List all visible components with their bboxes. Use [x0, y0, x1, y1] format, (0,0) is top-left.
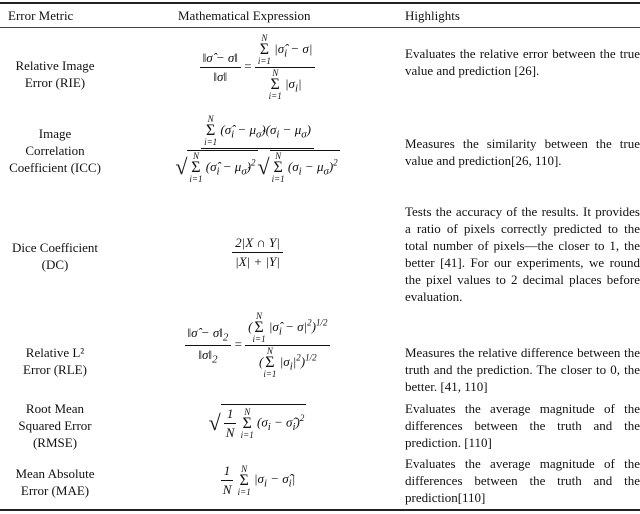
math-expression: $\frac{‖\sigmâ - \sigma‖_2}{‖\sigma‖_2}$ = ( N Σ i=1 $|\sigmâ_i - \sigma|^2)^{1/2}$ ( N Σ i=1 $|\sigma_i|^2)^{1/2}$ — [150, 312, 365, 379]
table-row-icc — [0, 115, 640, 205]
metric-name — [0, 239, 110, 273]
metric-line: (DC) — [41, 257, 69, 272]
metric-line: Relative Image — [15, 58, 95, 73]
highlight-text: Tests the accuracy of the results. It provides a ratio of pixels correctly predicted to the total number of pixels—the closer to 1, the better [41]. For our experiments, we round the pixel values to 2 decimal places before evaluation. — [405, 204, 640, 304]
math-expression: N Σ i=1 $(\sigmâ_i - \mu_{\sigmâ})(\sigma_i - \mu_\sigma)$ √ N Σ i=1 $(\sigmâ_i - \mu_{\sigmâ})^2$ √ N Σ i=1 $(\sigma_i - \mu_\sigma)^2$ — [175, 114, 338, 184]
math-expression: $\frac{‖\sigmâ - \sigma‖}{‖\sigma‖}$ = N Σ i=1 $|\sigmâ_i - \sigma|$ N Σ i=1 $|\sigma_i|$ — [150, 34, 365, 101]
highlight-text: Evaluates the average magnitude of the differences between the truth and the prediction[110] — [405, 456, 640, 505]
table-row-rmse — [0, 398, 640, 452]
top-rule — [0, 2, 640, 4]
metric-line: Error (RIE) — [24, 75, 86, 90]
metric-name — [0, 125, 110, 176]
highlight-text: Measures the relative difference between the truth and the prediction. The closer to 0, the better. [41, 110] — [405, 345, 640, 394]
metric-line: Coefficient (ICC) — [9, 160, 101, 175]
metric-line: Squared Error — [18, 418, 92, 433]
metric-line: Mean Absolute — [15, 466, 95, 481]
header-mathematical-expression: Mathematical Expression — [178, 8, 311, 23]
metric-line: Error (MAE) — [20, 483, 90, 498]
highlight-text: Measures the similarity between the true value and prediction[26, 110]. — [405, 136, 640, 168]
metric-name — [0, 57, 110, 91]
metric-name — [0, 400, 110, 451]
table-row-mae — [0, 455, 640, 509]
math-expression: √ $\frac{1}{N}$ N Σ i=1 ($\sigma_i$ − $\sigmâ_i)^2$ — [208, 406, 305, 440]
metric-line: Root Mean — [25, 401, 85, 416]
metric-line: (RMSE) — [32, 435, 78, 450]
table-row-dc — [0, 203, 640, 303]
header-highlights: Highlights — [405, 8, 460, 23]
highlight-text: Evaluates the relative error between the true value and prediction [26]. — [405, 46, 640, 78]
metric-line: Error (RLE) — [23, 362, 87, 377]
bottom-rule — [0, 509, 640, 511]
table-row-rle — [0, 308, 640, 396]
metric-line: Dice Coefficient — [11, 240, 99, 255]
math-expression: $\frac{1}{N}$ N Σ i=1 $|\sigma_i$ − $\sigmâ_i|$ — [222, 463, 296, 497]
metric-line: Image — [38, 126, 72, 141]
metric-name — [0, 344, 110, 378]
header-error-metric: Error Metric — [8, 8, 74, 23]
math-expression: $\frac{2|X \cap Y|}{|X| + |Y|}$ — [150, 235, 365, 270]
metric-name — [0, 465, 110, 499]
highlight-text: Evaluates the average magnitude of the differences between the truth and the prediction. [110] — [405, 401, 640, 450]
table-row-rie — [0, 30, 640, 110]
metric-line: Correlation — [25, 143, 85, 158]
metric-line: Relative L² — [25, 345, 85, 360]
header-rule — [0, 27, 640, 28]
